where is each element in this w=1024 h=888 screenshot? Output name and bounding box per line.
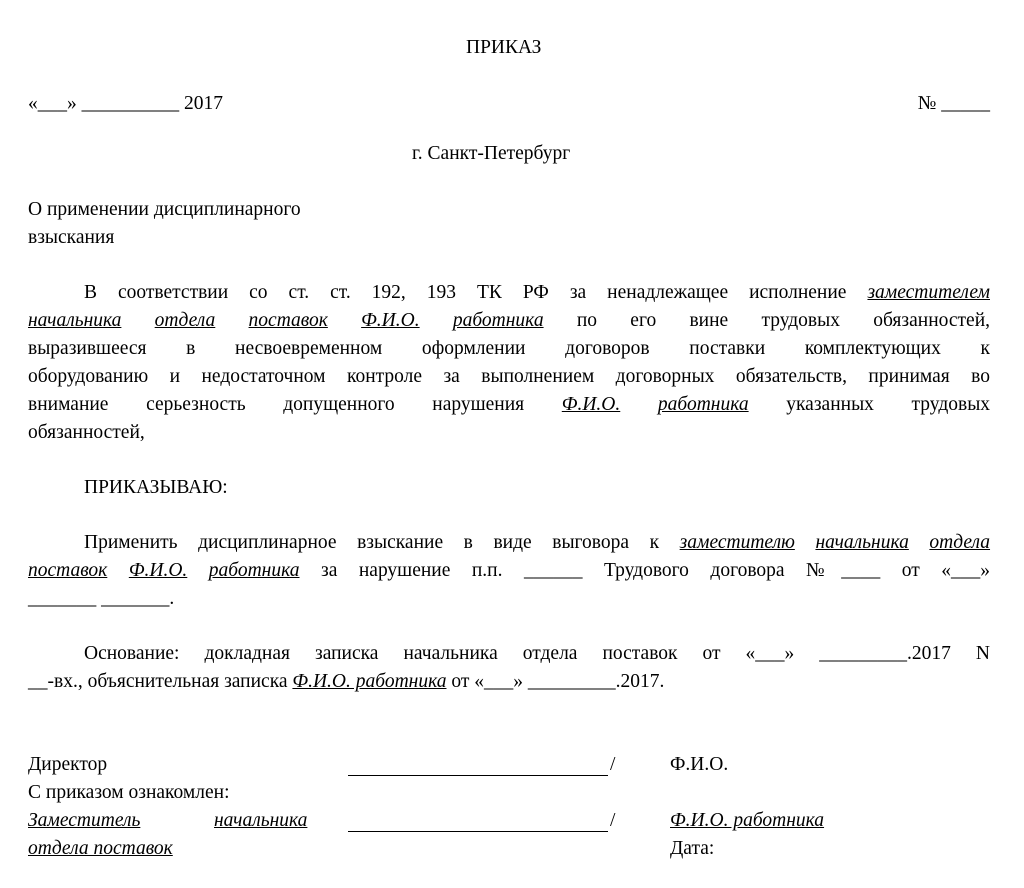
employee-signature-line bbox=[348, 831, 608, 832]
preamble-line-5: внимание серьезность допущенного нарушения Ф.И.О. работника указанных трудовых bbox=[28, 394, 991, 415]
order-line-3: _______ _______. bbox=[28, 588, 175, 609]
deputy-title-line-2: отдела поставок bbox=[28, 838, 173, 859]
preamble-line-4: оборудованию и недостаточном контроле за выполнением договорных обязательств, принимая во bbox=[28, 366, 990, 387]
director-label: Директор bbox=[28, 754, 108, 775]
order-line-1: Применить дисциплинарное взыскание в виде выговора к заместителю начальника отдела bbox=[84, 532, 991, 553]
deputy-title-word-1: Заместитель bbox=[28, 810, 141, 831]
basis-line-1: Основание: докладная записка начальника отдела поставок от «___» _________.2017 N bbox=[84, 643, 990, 664]
document-title: ПРИКАЗ bbox=[466, 37, 542, 58]
date-label: Дата: bbox=[670, 838, 715, 859]
preamble-line-6: обязанностей, bbox=[28, 422, 145, 443]
acquainted-label: С приказом ознакомлен: bbox=[28, 782, 230, 803]
preamble-line-3: выразившееся в несвоевременном оформлении договоров поставки комплектующих к bbox=[28, 338, 990, 359]
employee-name: Ф.И.О. работника bbox=[670, 810, 825, 831]
subject-line-1: О применении дисциплинарного bbox=[28, 199, 301, 220]
director-signature-line bbox=[348, 775, 608, 776]
deputy-title-word-2: начальника bbox=[214, 810, 308, 831]
order-date-line: «___» __________ 2017 bbox=[28, 93, 223, 114]
director-slash: / bbox=[610, 754, 616, 775]
basis-line-2: __-вх., объяснительная записка Ф.И.О. работника от «___» _________.2017. bbox=[28, 671, 665, 692]
preamble-line-2: начальника отдела поставок Ф.И.О. работника по его вине трудовых обязанностей, bbox=[28, 310, 991, 331]
order-number-line: № _____ bbox=[917, 93, 990, 114]
order-heading: ПРИКАЗЫВАЮ: bbox=[84, 477, 228, 498]
subject-line-2: взыскания bbox=[28, 227, 115, 248]
director-name: Ф.И.О. bbox=[670, 754, 729, 775]
preamble-line-1: В соответствии со ст. ст. 192, 193 ТК РФ за ненадлежащее исполнение заместителем bbox=[84, 282, 990, 303]
order-line-2: поставок Ф.И.О. работника за нарушение п.п. ______ Трудового договора №____ от «___» bbox=[28, 560, 991, 581]
employee-slash: / bbox=[610, 810, 616, 831]
city-line: г. Санкт-Петербург bbox=[412, 143, 571, 164]
